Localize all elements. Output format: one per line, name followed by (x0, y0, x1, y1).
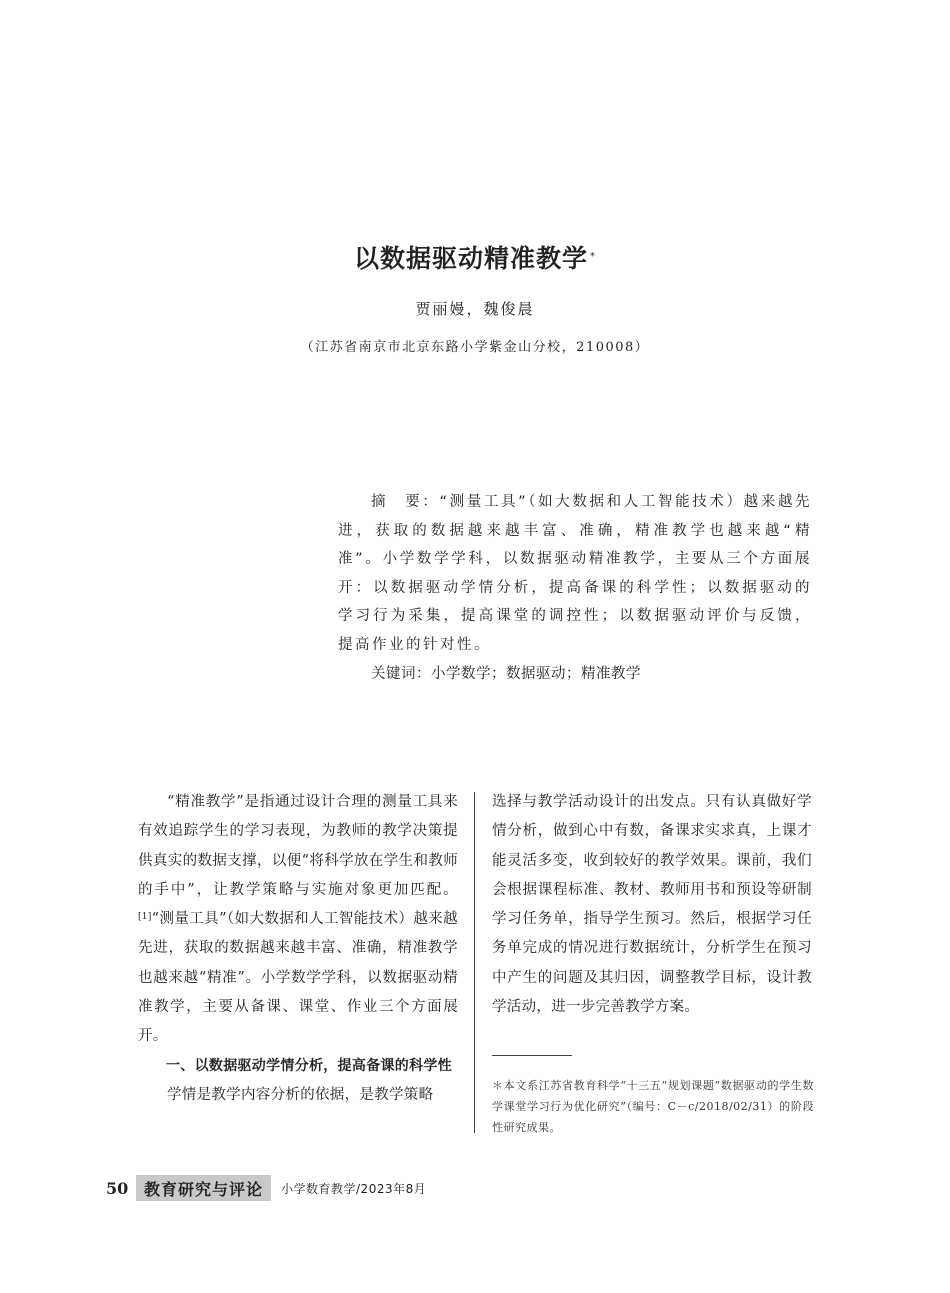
page-number: 50 (106, 1178, 129, 1198)
issue-info: 小学数育教学/2023年8月 (281, 1181, 427, 1196)
body-paragraph-2-start: 学情是教学内容分析的依据，是教学策略 (167, 1086, 434, 1103)
journal-name: 教育研究与评论 (136, 1175, 271, 1201)
affiliation: （江苏省南京市北京东路小学紫金山分校，210008） (300, 340, 650, 355)
title-text: 以数据驱动精准教学 (353, 244, 588, 273)
keywords-label: 关键词： (371, 665, 431, 682)
body-paragraph-1 (138, 788, 458, 1052)
abstract-label: 摘 要： (371, 494, 440, 510)
para1-part-a: “精准教学”是指通过设计合理的测量工具来有效追踪学生的学习表现，为教师的教学决策提供真实的数据支撑，以便“将科学放在学生和教师的手中”，让教学策略与实施对象更加匹配。 (138, 794, 458, 898)
page-footer (106, 1175, 426, 1201)
abstract-text: “测量工具”（如大数据和人工智能技术）越来越先进，获取的数据越来越丰富、准确，精准教学也越来越“精准”。小学数学学科，以数据驱动精准教学，主要从三个方面展开：以数据驱动学情分析，提高备课的科学性；以数据驱动的学习行为采集，提高课堂的调控性；以数据驱动评价与反馈，提高作业的针对性。 (338, 494, 812, 653)
citation-ref-1: [1] (138, 912, 152, 923)
footnote-rule (492, 1055, 572, 1056)
body-column-left (138, 788, 458, 1110)
abstract (338, 488, 812, 688)
keywords-text: 小学数学；数据驱动；精准教学 (431, 665, 641, 682)
article-title (0, 244, 950, 274)
section-heading-1: 一、以数据驱动学情分析，提高备课的科学性 (166, 1057, 452, 1074)
body-column-right (492, 788, 812, 1022)
column-divider (474, 792, 475, 1133)
title-footnote-mark: * (590, 251, 596, 262)
abstract-paragraph (338, 488, 812, 660)
authors: 贾丽嫚，魏俊晨 (415, 300, 535, 318)
para1-part-b: “测量工具”（如大数据和人工智能技术）越来越先进，获取的数据越来越丰富、准确，精准教学也越来越“精准”。小学数学学科，以数据驱动精准教学，主要从备课、课堂、作业三个方面展开。 (138, 911, 458, 1045)
body-paragraph-2-continued: 选择与教学活动设计的出发点。只有认真做好学情分析，做到心中有数，备课求实求真，上课才能灵活多变，收到较好的教学效果。课前，我们会根据课程标准、教材、教师用书和预设等研制学习任务单，指导学生预习。然后，根据学习任务单完成的情况进行数据统计，分析学生在预习中产生的问题及其归因，调整教学目标，设计教学活动，进一步完善教学方案。 (492, 794, 812, 1016)
keywords (338, 660, 812, 689)
footnote: ＊本文系江苏省教育科学“十三五”规划课题“数据驱动的学生数学课堂学习行为优化研究”（编号：C－c/2018/02/31）的阶段性研究成果。 (492, 1079, 814, 1134)
